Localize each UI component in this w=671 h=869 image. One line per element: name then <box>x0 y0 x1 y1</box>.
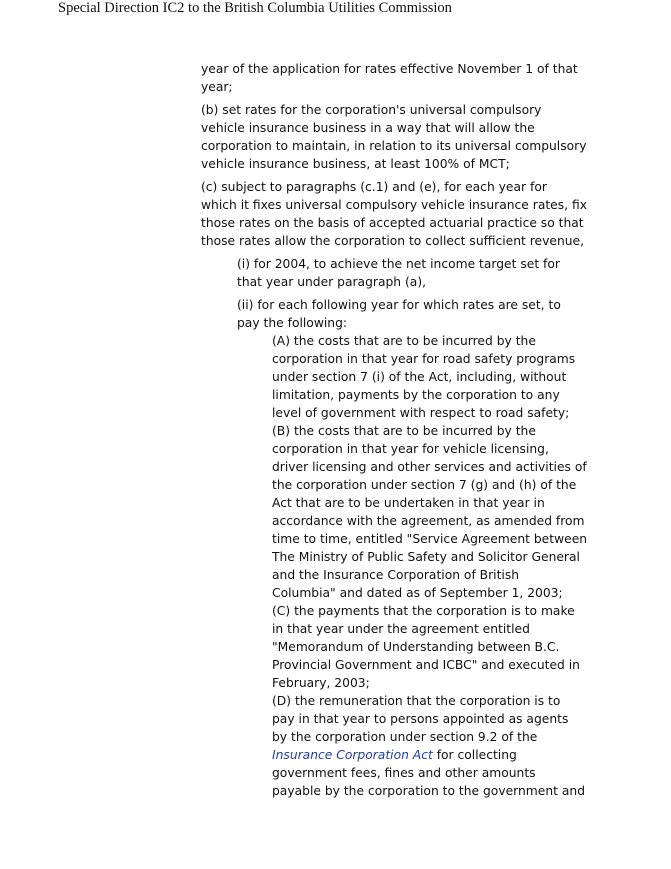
text-line <box>272 746 591 764</box>
subparagraph-c-i <box>237 255 591 291</box>
clause-A <box>272 332 591 422</box>
text-line: year of the application for rates effective November 1 of that <box>201 62 578 76</box>
paragraph-b <box>201 101 591 173</box>
text-line: (ii) for each following year for which rates are set, to <box>237 298 561 312</box>
text-line: (D) the remuneration that the corporation is to <box>272 694 561 708</box>
clause-D <box>272 692 591 800</box>
text-line: (b) set rates for the corporation's universal compulsory <box>201 103 542 117</box>
paragraph-c <box>201 178 591 250</box>
text-line: government fees, fines and other amounts <box>272 766 536 780</box>
clause-C <box>272 602 591 692</box>
text-line: Act that are to be undertaken in that year in <box>272 496 545 510</box>
text-line: Provincial Government and ICBC" and executed in <box>272 658 580 672</box>
text-line: (i) for 2004, to achieve the net income target set for <box>237 257 560 271</box>
text-line: corporation in that year for road safety programs <box>272 352 576 366</box>
text-line: Columbia" and dated as of September 1, 2003; <box>272 586 563 600</box>
text-line: driver licensing and other services and activities of <box>272 460 587 474</box>
text-line: and the Insurance Corporation of British <box>272 568 520 582</box>
clause-B <box>272 422 591 602</box>
subparagraph-c-ii <box>237 296 591 332</box>
text-line: that year under paragraph (a), <box>237 275 427 289</box>
text-line: limitation, payments by the corporation to any <box>272 388 560 402</box>
text-line: year; <box>201 80 233 94</box>
text-line: corporation to maintain, in relation to its universal compulsory <box>201 139 587 153</box>
document-body <box>201 60 591 800</box>
text-line: (C) the payments that the corporation is to make <box>272 604 575 618</box>
text-line: by the corporation under section 9.2 of the <box>272 730 538 744</box>
text-line: which it fixes universal compulsory vehicle insurance rates, fix <box>201 198 587 212</box>
text-line: those rates allow the corporation to collect sufficient revenue, <box>201 234 585 248</box>
text-line: the corporation under section 7 (g) and (h) of the <box>272 478 577 492</box>
text-line: vehicle insurance business in a way that will allow the <box>201 121 535 135</box>
text-fragment: for collecting <box>432 748 517 762</box>
text-line: "Memorandum of Understanding between B.C. <box>272 640 560 654</box>
text-line: in that year under the agreement entitled <box>272 622 530 636</box>
insurance-corporation-act-link[interactable]: Insurance Corporation Act <box>272 748 433 762</box>
text-line: payable by the corporation to the government and <box>272 784 586 798</box>
text-line: (B) the costs that are to be incurred by the <box>272 424 536 438</box>
text-line: vehicle insurance business, at least 100% of MCT; <box>201 157 510 171</box>
text-line: those rates on the basis of accepted actuarial practice so that <box>201 216 584 230</box>
text-line: pay in that year to persons appointed as agents <box>272 712 569 726</box>
running-header: Special Direction IC2 to the British Columbia Utilities Commission <box>58 0 452 16</box>
text-line: February, 2003; <box>272 676 370 690</box>
text-line: (A) the costs that are to be incurred by the <box>272 334 536 348</box>
text-line: (c) subject to paragraphs (c.1) and (e), for each year for <box>201 180 547 194</box>
paragraph-continuation <box>201 60 591 96</box>
text-line: level of government with respect to road safety; <box>272 406 570 420</box>
text-line: accordance with the agreement, as amended from <box>272 514 585 528</box>
text-line: under section 7 (i) of the Act, including, without <box>272 370 567 384</box>
text-line: The Ministry of Public Safety and Solicitor General <box>272 550 580 564</box>
text-line: corporation in that year for vehicle licensing, <box>272 442 549 456</box>
text-line: time to time, entitled "Service Agreement between <box>272 532 588 546</box>
text-line: pay the following: <box>237 316 348 330</box>
